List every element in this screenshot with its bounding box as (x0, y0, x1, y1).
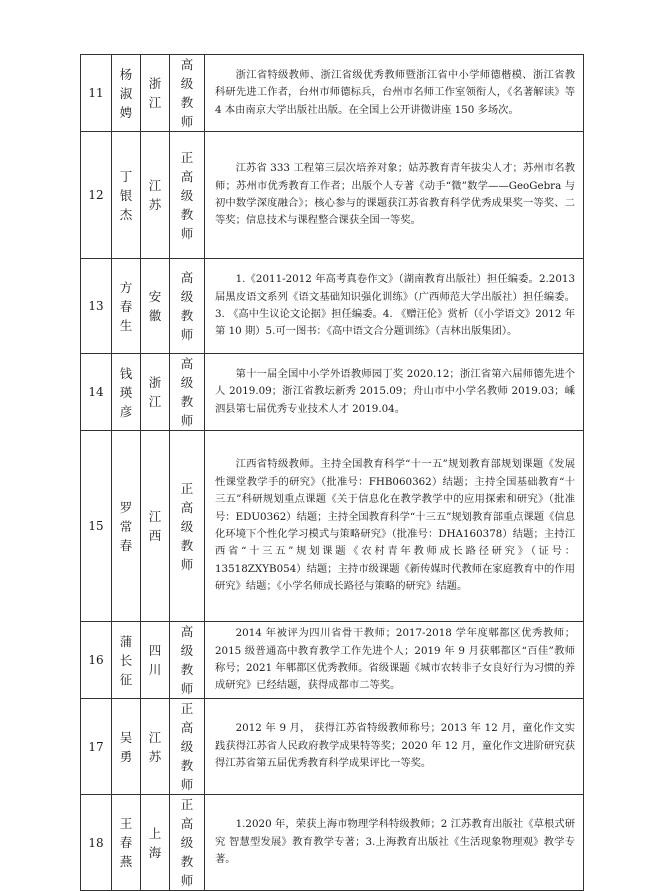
teacher-description-text: 第十一届全国中小学外语教师园丁奖 2020.12；浙江省第六届师德先进个人 2019.09；浙江省教坛新秀 2015.09；舟山市中小学名教师 2019.03；嵊泗县第七届优秀专业技术人才 2019.04。 (215, 367, 575, 415)
teacher-name-text: 方春生 (119, 279, 133, 333)
teacher-name (112, 622, 141, 699)
row-number: 17 (81, 699, 112, 795)
teacher-province-text: 江苏 (148, 178, 162, 212)
teacher-name-text: 吴勇 (119, 729, 133, 764)
teacher-table (80, 54, 584, 891)
teacher-province (141, 699, 170, 795)
teacher-province-text: 四川 (148, 643, 162, 677)
row-number: 12 (81, 132, 112, 259)
teacher-description (205, 259, 584, 354)
teacher-name-text: 钱瑛彦 (119, 365, 133, 419)
teacher-title-text: 高级教师 (180, 57, 194, 129)
teacher-title-text: 高级教师 (180, 624, 194, 696)
teacher-title-text: 高级教师 (180, 356, 194, 428)
teacher-description (205, 55, 584, 132)
teacher-province-text: 江苏 (148, 729, 162, 764)
teacher-province (141, 259, 170, 354)
teacher-province-text: 浙江 (148, 375, 162, 409)
teacher-name (112, 699, 141, 795)
teacher-description (205, 431, 584, 622)
table-row (81, 622, 584, 699)
teacher-title (170, 699, 205, 795)
teacher-description-text: 2012 年 9 月， 获得江苏省特级教师称号；2013 年 12 月，童化作文实践获得江苏省人民政府教学成果特等奖；2020 年 12 月，童化作文进阶研究获得江苏省第五届优秀教育科学成果评比一等奖。 (215, 722, 575, 770)
teacher-name-text: 杨淑娉 (119, 66, 133, 120)
table-row (81, 259, 584, 354)
teacher-title (170, 431, 205, 622)
teacher-title (170, 795, 205, 891)
teacher-description (205, 622, 584, 699)
teacher-description (205, 795, 584, 891)
teacher-name-text: 丁银杰 (119, 168, 133, 222)
teacher-description-text: 浙江省特级教师、浙江省级优秀教师暨浙江省中小学师德楷模、浙江省教科研先进工作者，台州市师德标兵，台州市名师工作室领衔人，《名著解读》等 4 本由南京大学出版社出版。在全国上公开讲微讲座 150 多场次。 (215, 68, 575, 116)
teacher-province (141, 795, 170, 891)
teacher-title (170, 622, 205, 699)
teacher-title-text: 正高级教师 (180, 701, 194, 792)
teacher-name (112, 132, 141, 259)
teacher-province (141, 132, 170, 259)
teacher-description (205, 354, 584, 431)
row-number: 18 (81, 795, 112, 891)
teacher-province-text: 江西 (148, 509, 162, 543)
teacher-title (170, 132, 205, 259)
teacher-title-text: 正高级教师 (180, 480, 194, 572)
teacher-table-body (81, 55, 584, 891)
teacher-name-text: 蒲长征 (119, 633, 133, 687)
teacher-description-text: 1.2020 年，荣获上海市物理学科特级教师；2 江苏教育出版社《草根式研究 智慧型发展》教育教学专著；3.上海教育出版社《生活现象物理观》教学专著。 (215, 818, 575, 866)
teacher-province (141, 622, 170, 699)
teacher-name (112, 354, 141, 431)
row-number: 14 (81, 354, 112, 431)
teacher-name (112, 431, 141, 622)
teacher-province-text: 安徽 (148, 289, 162, 323)
teacher-name-text: 罗常春 (119, 499, 133, 553)
teacher-description-text: 江苏省 333 工程第三层次培养对象；姑苏教育青年拔尖人才；苏州市名教师；苏州市优秀教育工作者；出版个人专著《动手“微”数学——GeoGebra 与初中数学深度融合》；核心参与的课题获江苏省教育科学优秀成果奖一等奖、二等奖；信息技术与课程整合课获全国一等奖。 (215, 162, 575, 227)
teacher-description-text: 2014 年被评为四川省骨干教师；2017-2018 学年度郫都区优秀教师；2015 级普通高中教育教学工作先进个人；2019 年 9 月获郫都区“百佳”教师称号；2021 年郫都区优秀教师。省级课题《城市农转非子女良好行为习惯的养成研究》已经结题，获得成都市二等奖。 (215, 627, 575, 692)
teacher-title-text: 正高级教师 (180, 797, 194, 888)
teacher-title (170, 354, 205, 431)
teacher-province (141, 431, 170, 622)
teacher-name-text: 王春燕 (119, 816, 133, 869)
teacher-name (112, 259, 141, 354)
teacher-title-text: 正高级教师 (180, 149, 194, 241)
table-row (81, 55, 584, 132)
teacher-title-text: 高级教师 (180, 270, 194, 342)
teacher-province (141, 55, 170, 132)
teacher-province (141, 354, 170, 431)
teacher-description-text: 1.《2011-2012 年高考真卷作文》（湖南教育出版社）担任编委。2.2013 届黑皮语文系列《语文基础知识强化训练》（广西师范大学出版社）担任编委。3. 《高中生议论文论据》担任编委。4. 《赠汪伦》赏析（《小学语文》2012 年第 10 期）5.可一图书：《高中语文合分题训练》（吉林出版集团）。 (215, 273, 575, 338)
teacher-title (170, 259, 205, 354)
teacher-province-text: 浙江 (148, 76, 162, 110)
row-number: 13 (81, 259, 112, 354)
table-row (81, 132, 584, 259)
row-number: 16 (81, 622, 112, 699)
teacher-description (205, 132, 584, 259)
teacher-title (170, 55, 205, 132)
teacher-province-text: 上海 (148, 825, 162, 860)
table-row (81, 354, 584, 431)
table-row (81, 431, 584, 622)
teacher-name (112, 795, 141, 891)
row-number: 11 (81, 55, 112, 132)
table-row (81, 699, 584, 795)
teacher-description (205, 699, 584, 795)
teacher-description-text: 江西省特级教师。主持全国教育科学“十一五”规划教育部规划课题《发展性课堂教学手的研究》（批准号：FHB060362）结题；主持全国基础教育“十三五”科研规划重点课题《关于信息化在教学教学中的应用探索和研究》（批准号：EDU0362）结题；主持全国教育科学“十三五”规划教育部重点课题《信息化环境下个性化学习模式与策略研究》（批准号：DHA160378）结题；主持江西省“十三五”规划课题《农村青年教师成长路径研究》（证号：13518ZXYB054）结题；主持市级课题《新传媒时代教师在家庭教育中的作用研究》结题；《小学名师成长路径与策略的研究》结题。 (215, 458, 575, 593)
row-number: 15 (81, 431, 112, 622)
teacher-name (112, 55, 141, 132)
table-row (81, 795, 584, 891)
